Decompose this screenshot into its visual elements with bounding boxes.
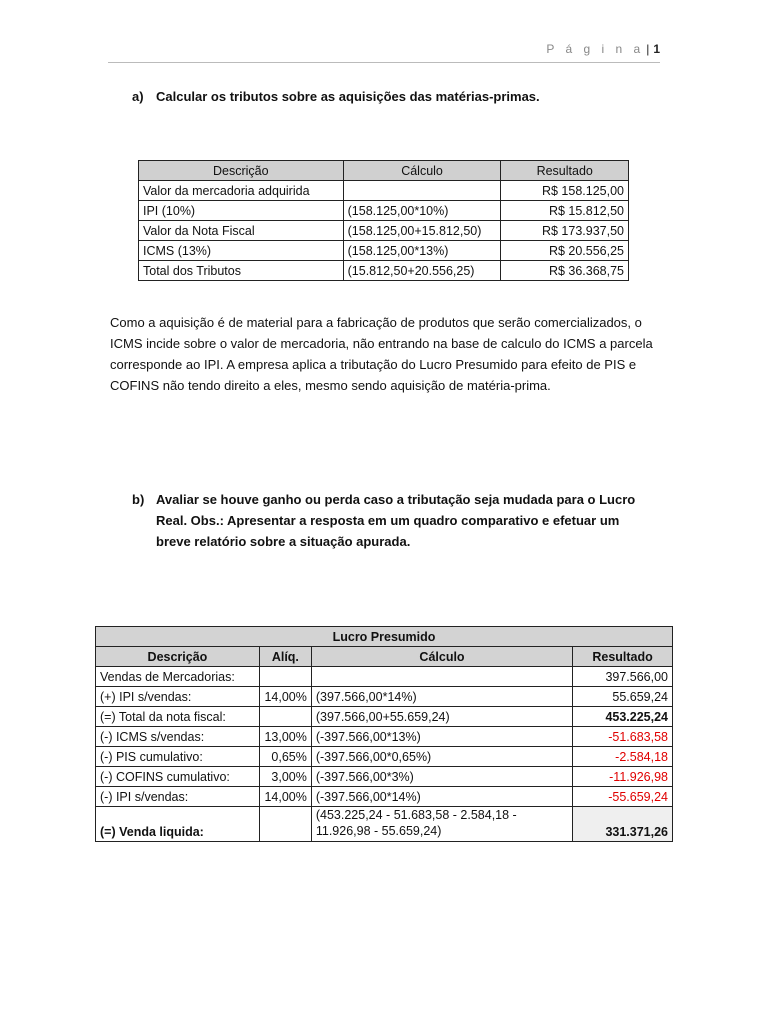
- table-title: Lucro Presumido: [96, 627, 673, 647]
- section-a-label: a): [132, 89, 144, 104]
- description-cell: Valor da mercadoria adquirida: [139, 181, 344, 201]
- page-header: [108, 42, 660, 63]
- table-row: [96, 667, 673, 687]
- description-cell: Total dos Tributos: [139, 261, 344, 281]
- table-row: [96, 787, 673, 807]
- table-row: [139, 221, 629, 241]
- calculation-cell: (158.125,00+15.812,50): [343, 221, 501, 241]
- result-cell: -51.683,58: [573, 727, 673, 747]
- table-title-row: [96, 627, 673, 647]
- lucro-presumido-table: [95, 626, 673, 842]
- calculation-cell: (158.125,00*13%): [343, 241, 501, 261]
- table-header-row: [139, 161, 629, 181]
- rate-cell: 3,00%: [259, 767, 311, 787]
- header-cell: Alíq.: [259, 647, 311, 667]
- calculation-cell: (397.566,00+55.659,24): [311, 707, 572, 727]
- rate-cell: 14,00%: [259, 687, 311, 707]
- description-cell: (=) Venda liquida:: [96, 807, 260, 842]
- result-cell: -11.926,98: [573, 767, 673, 787]
- description-cell: (+) IPI s/vendas:: [96, 687, 260, 707]
- result-cell: 55.659,24: [573, 687, 673, 707]
- description-cell: (-) ICMS s/vendas:: [96, 727, 260, 747]
- calculation-cell: (397.566,00*14%): [311, 687, 572, 707]
- result-cell: -2.584,18: [573, 747, 673, 767]
- result-cell: R$ 36.368,75: [501, 261, 629, 281]
- rate-cell: [259, 667, 311, 687]
- rate-cell: 14,00%: [259, 787, 311, 807]
- page-label: P á g i n a: [546, 42, 645, 56]
- table-row: [139, 261, 629, 281]
- section-b-line: Real. Obs.: Apresentar a resposta em um quadro comparativo e efetuar um: [156, 513, 620, 528]
- description-cell: ICMS (13%): [139, 241, 344, 261]
- header-cell: Resultado: [573, 647, 673, 667]
- calculation-cell: [343, 181, 501, 201]
- description-cell: (-) PIS cumulativo:: [96, 747, 260, 767]
- calculation-cell: (-397.566,00*0,65%): [311, 747, 572, 767]
- rate-cell: 0,65%: [259, 747, 311, 767]
- result-cell: R$ 20.556,25: [501, 241, 629, 261]
- table-row: [96, 767, 673, 787]
- result-cell: R$ 15.812,50: [501, 201, 629, 221]
- description-cell: (-) IPI s/vendas:: [96, 787, 260, 807]
- explanation-paragraph: Como a aquisição é de material para a fabricação de produtos que serão comercializados, o ICMS incide sobre o valor de mercadoria, não entrando na base de calculo do ICMS a parcela corresponde ao IPI. A empresa aplica a tributação do Lucro Presumido para efeito de PIS e COFINS não tendo direito a eles, mesmo sendo aquisição de matéria-prima.: [110, 315, 653, 393]
- result-cell: 331.371,26: [573, 807, 673, 842]
- calculation-cell: (-397.566,00*13%): [311, 727, 572, 747]
- header-cell: Cálculo: [343, 161, 501, 181]
- result-cell: 453.225,24: [573, 707, 673, 727]
- rate-cell: [259, 807, 311, 842]
- description-cell: Vendas de Mercadorias:: [96, 667, 260, 687]
- calculation-cell: (-397.566,00*3%): [311, 767, 572, 787]
- calculation-cell: (15.812,50+20.556,25): [343, 261, 501, 281]
- description-cell: IPI (10%): [139, 201, 344, 221]
- calculation-cell: [311, 667, 572, 687]
- calculation-cell: (-397.566,00*14%): [311, 787, 572, 807]
- header-cell: Cálculo: [311, 647, 572, 667]
- table-header-row: [96, 647, 673, 667]
- header-cell: Resultado: [501, 161, 629, 181]
- table-row: [96, 707, 673, 727]
- table-row: [96, 727, 673, 747]
- description-cell: Valor da Nota Fiscal: [139, 221, 344, 241]
- result-cell: -55.659,24: [573, 787, 673, 807]
- page-number: 1: [653, 42, 660, 56]
- table-row: [96, 687, 673, 707]
- acquisition-taxes-table: [138, 160, 629, 281]
- table-row: [139, 201, 629, 221]
- table-row: [96, 807, 673, 842]
- rate-cell: 13,00%: [259, 727, 311, 747]
- table-row: [139, 181, 629, 201]
- section-b-line: breve relatório sobre a situação apurada.: [156, 534, 411, 549]
- result-cell: R$ 158.125,00: [501, 181, 629, 201]
- result-cell: R$ 173.937,50: [501, 221, 629, 241]
- header-cell: Descrição: [96, 647, 260, 667]
- rate-cell: [259, 707, 311, 727]
- result-cell: 397.566,00: [573, 667, 673, 687]
- calculation-cell: (158.125,00*10%): [343, 201, 501, 221]
- section-a-title: Calcular os tributos sobre as aquisições das matérias-primas.: [156, 89, 540, 104]
- header-cell: Descrição: [139, 161, 344, 181]
- table-row: [139, 241, 629, 261]
- section-b-label: b): [132, 492, 145, 507]
- description-cell: (-) COFINS cumulativo:: [96, 767, 260, 787]
- section-b-line: Avaliar se houve ganho ou perda caso a tributação seja mudada para o Lucro: [156, 492, 636, 507]
- table-row: [96, 747, 673, 767]
- calculation-cell: (453.225,24 - 51.683,58 - 2.584,18 - 11.926,98 - 55.659,24): [311, 807, 572, 842]
- description-cell: (=) Total da nota fiscal:: [96, 707, 260, 727]
- page-separator: |: [646, 42, 650, 56]
- section-b-heading: [132, 489, 672, 555]
- section-a-heading: [132, 86, 672, 108]
